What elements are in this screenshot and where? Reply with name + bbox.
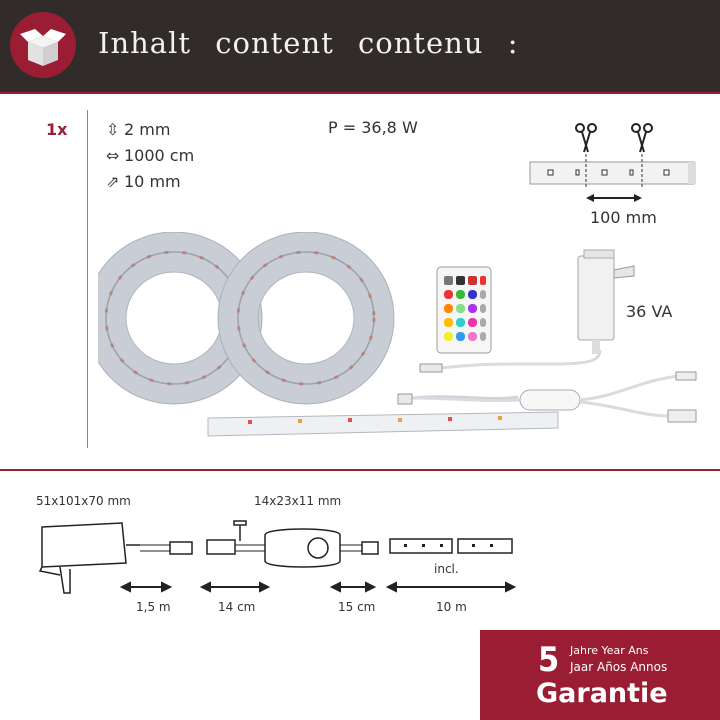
- top-divider: [0, 92, 720, 94]
- warranty-line-2: Jaar Años Annos: [570, 660, 668, 674]
- power-rating: P = 36,8 W: [328, 118, 418, 137]
- quantity-label: 1x: [46, 120, 68, 139]
- scissors-icon: [632, 124, 652, 152]
- strip-note: incl.: [434, 562, 459, 576]
- warranty-label: Garantie: [536, 678, 668, 709]
- strip-length: 10 m: [436, 600, 467, 614]
- warranty-line-1: Jahre Year Ans: [570, 644, 649, 657]
- spec-width: ⇗ 10 mm: [106, 172, 181, 191]
- spec-length: ⇔ 1000 cm: [106, 146, 195, 165]
- diagonal-arrow-icon: ⇗: [106, 172, 120, 191]
- cable-controller-out-length: 15 cm: [338, 600, 376, 614]
- vertical-divider: [87, 110, 88, 448]
- cable-adapter-length: 1,5 m: [136, 600, 171, 614]
- controller-cables: [380, 340, 720, 450]
- controller-size-label: 14x23x11 mm: [254, 494, 342, 508]
- page-title: Inhalt content contenu :: [98, 26, 519, 60]
- length-arrow-icon: ⇔: [106, 146, 120, 165]
- header-bar: [0, 0, 720, 92]
- height-arrow-icon: ⇳: [106, 120, 120, 139]
- spec-height: ⇳ 2 mm: [106, 120, 171, 139]
- scissors-icon: [576, 124, 596, 152]
- adapter-size-label: 51x101x70 mm: [36, 494, 131, 508]
- cable-controller-in-length: 14 cm: [218, 600, 256, 614]
- cut-interval-label: 100 mm: [590, 208, 657, 227]
- warranty-years: 5: [538, 640, 560, 680]
- adapter-rating: 36 VA: [626, 302, 673, 321]
- warranty-badge: [480, 630, 720, 720]
- middle-divider: [0, 469, 720, 471]
- open-box-icon: [10, 12, 76, 78]
